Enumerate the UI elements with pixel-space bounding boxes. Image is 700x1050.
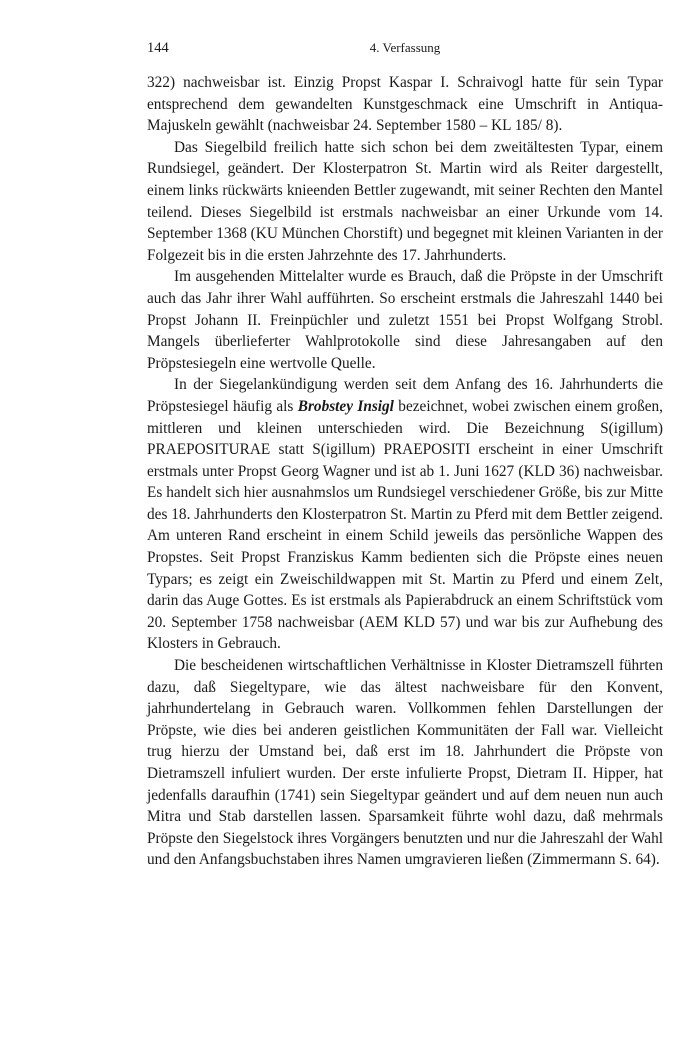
paragraph-4 xyxy=(147,374,663,655)
page-number: 144 xyxy=(147,40,169,56)
paragraph-1: 322) nachweisbar ist. Einzig Propst Kaspar I. Schraivogl hatte für sein Typar entsprechend dem gewandelten Kunstgeschmack eine Umschrift in Antiqua-Majuskeln gewählt (nachweisbar 24. September 1580 – KL 185/ 8). xyxy=(147,74,663,135)
paragraph-4-after: bezeichnet, wobei zwischen einem großen, mittleren und kleinen unterschieden wird. Die Bezeichnung S(igillum) PRAEPOSITURAE statt S(igillum) PRAEPOSITI erscheint in einer Umschrift erstmals unter Propst Georg Wagner und ist ab 1. Juni 1627 (KLD 36) nachweisbar. Es handelt sich hier ausnahmslos um Rundsiegel verschiedener Größe, bis zur Mitte des 18. Jahrhunderts den Klosterpatron St. Martin zu Pferd mit dem Bettler zeigend. Am unteren Rand erscheint in einem Schild jeweils das persönliche Wappen des Propstes. Seit Propst Franziskus Kamm bedienten sich die Pröpste eines neuen Typars; es zeigt ein Zweischildwappen mit St. Martin zu Pferd und einem Zelt, darin das Auge Gottes. Es ist erstmals als Papierabdruck an einem Schriftstück vom 20. September 1758 nachweisbar (AEM KLD 57) und war bis zur Aufhebung des Klosters in Gebrauch. xyxy=(147,397,663,653)
paragraph-3: Im ausgehenden Mittelalter wurde es Brauch, daß die Pröpste in der Umschrift auch das Jahr ihrer Wahl aufführten. So erscheint erstmals die Jahreszahl 1440 bei Propst Johann II. Freinpüchler und zuletzt 1551 bei Propst Wolfgang Strobl. Mangels überlieferter Wahlprotokolle sind diese Jahresangaben auf den Pröpstesiegeln eine wertvolle Quelle. xyxy=(147,268,663,372)
paragraph-4-before: In der Siegelankündigung werden seit dem Anfang des 16. Jahrhunderts die Pröpstesiegel häufig als xyxy=(147,376,663,415)
paragraph-5: Die bescheidenen wirtschaftlichen Verhältnisse in Kloster Dietramszell führten dazu, daß Siegeltypare, wie das ältest nachweisbare für den Konvent, jahrhundertelang in Gebrauch waren. Vollkommen fehlen Darstellungen der Pröpste, wie dies bei anderen geistlichen Kommunitäten der Fall war. Vielleicht trug hierzu der Umstand bei, daß erst im 18. Jahrhundert die Pröpste von Dietramszell infuliert wurden. Der erste infulierte Propst, Dietram II. Hipper, hat jedenfalls daraufhin (1741) sein Siegeltypar geändert und auf dem neuen nun auch Mitra und Stab darstellen lassen. Sparsamkeit führte wohl dazu, daß mehrmals Pröpste den Siegelstock ihres Vorgängers benutzten und nur die Jahreszahl der Wahl und den Anfangsbuchstaben ihres Namen umgravieren ließen (Zimmermann S. 64). xyxy=(147,657,663,869)
running-head: 4. Verfassung xyxy=(369,40,441,55)
paragraph-2: Das Siegelbild freilich hatte sich schon bei dem zweitältesten Typar, einem Rundsiegel, geändert. Der Klosterpatron St. Martin wird als Reiter dargestellt, einem links rückwärts knieenden Bettler zugewandt, mit seiner Rechten den Mantel teilend. Dieses Siegelbild ist erstmals nachweisbar an einer Urkunde vom 14. September 1368 (KU München Chorstift) und begegnet mit kleinen Varianten in der Folgezeit bis in die ersten Jahrzehnte des 17. Jahrhunderts. xyxy=(147,138,663,264)
body-text xyxy=(147,72,663,871)
page-header xyxy=(147,40,663,64)
brobstey-insigl-term: Brobstey Insigl xyxy=(297,397,394,415)
